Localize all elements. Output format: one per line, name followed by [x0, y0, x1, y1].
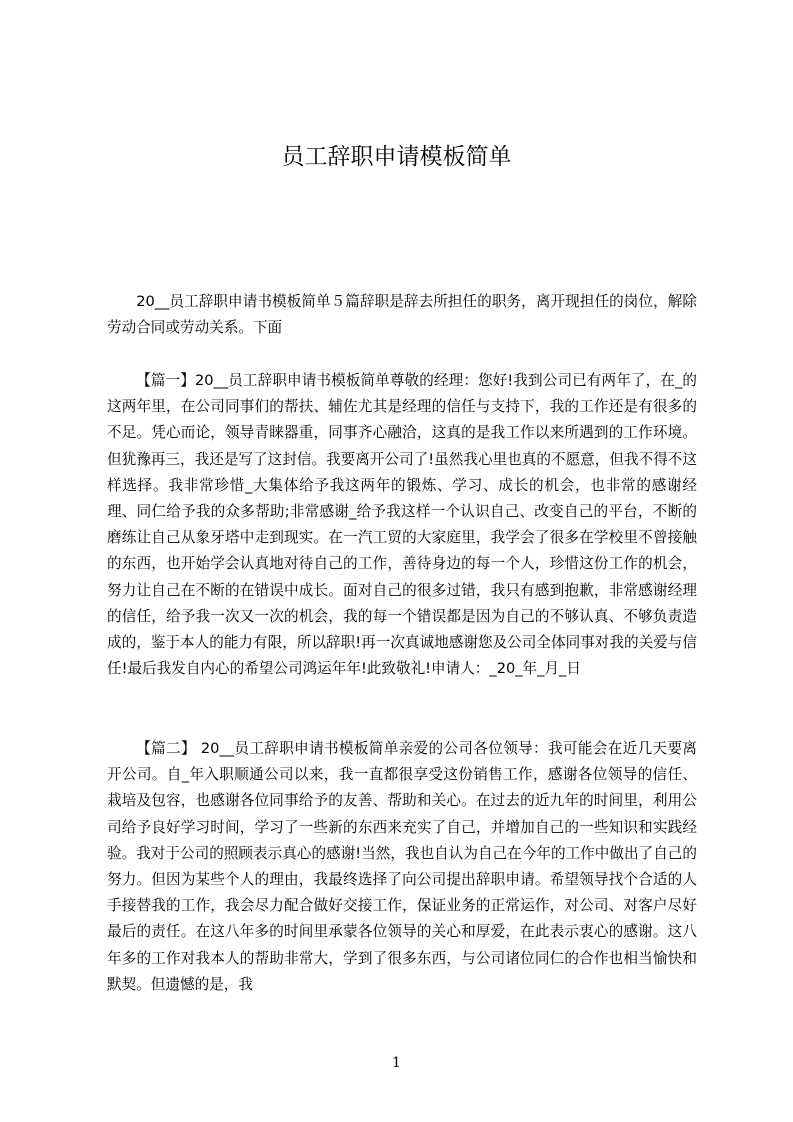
section-2-paragraph [107, 736, 697, 998]
section-1-paragraph [107, 368, 697, 682]
section-2-body: 20__员工辞职申请书模板简单亲爱的公司各位领导：我可能会在近几天要离开公司。自_年入职顺通公司以来，我一直都很享受这份销售工作，感谢各位领导的信任、栽培及包容，也感谢各位同事给予的友善、帮助和关心。在过去的近九年的时间里，利用公司给予良好学习时间，学习了一些新的东西来充实了自己，并增加自己的一些知识和实践经验。我对于公司的照顾表示真心的感谢!当然，我也自认为自己在今年的工作中做出了自己的努力。但因为某些个人的理由，我最终选择了向公司提出辞职申请。希望领导找个合适的人手接替我的工作，我会尽力配合做好交接工作，保证业务的正常运作，对公司、对客户尽好最后的责任。在这八年多的时间里承蒙各位领导的关心和厚爱，在此表示衷心的感谢。这八年多的工作对我本人的帮助非常大，学到了很多东西，与公司诸位同仁的合作也相当愉快和默契。但遗憾的是，我 [107, 740, 697, 993]
section-1-body: 20__员工辞职申请书模板简单尊敬的经理：您好!我到公司已有两年了，在_的这两年里，在公司同事们的帮扶、辅佐尤其是经理的信任与支持下，我的工作还是有很多的不足。凭心而论，领导青睐器重，同事齐心融洽，这真的是我工作以来所遇到的工作环境。但犹豫再三，我还是写了这封信。我要离开公司了!虽然我心里也真的不愿意，但我不得不这样选择。我非常珍惜_大集体给予我这两年的锻炼、学习、成长的机会，也非常的感谢经理、同仁给予我的众多帮助;非常感谢_给予我这样一个认识自己、改变自己的平台，不断的磨练让自己从象牙塔中走到现实。在一汽工贸的大家庭里，我学会了很多在学校里不曾接触的东西，也开始学会认真地对待自己的工作，善待身边的每一个人，珍惜这份工作的机会，努力让自己在不断的在错误中成长。面对自己的很多过错，我只有感到抱歉，非常感谢经理的信任，给予我一次又一次的机会，我的每一个错误都是因为自己的不够认真、不够负责造成的，鉴于本人的能力有限，所以辞职!再一次真诚地感谢您及公司全体同事对我的关爱与信任!最后我发自内心的希望公司鸿运年年!此致敬礼!申请人：_20_年_月_日 [107, 372, 697, 678]
section-2-heading: 【篇二】 [136, 740, 196, 757]
document-title: 员工辞职申请模板简单 [281, 144, 512, 170]
page-number: 1 [392, 1055, 401, 1071]
section-1-heading: 【篇一】 [136, 372, 195, 389]
intro-paragraph: 20__员工辞职申请书模板简单５篇辞职是辞去所担任的职务，离开现担任的岗位，解除劳动合同或劳动关系。下面 [107, 293, 697, 337]
